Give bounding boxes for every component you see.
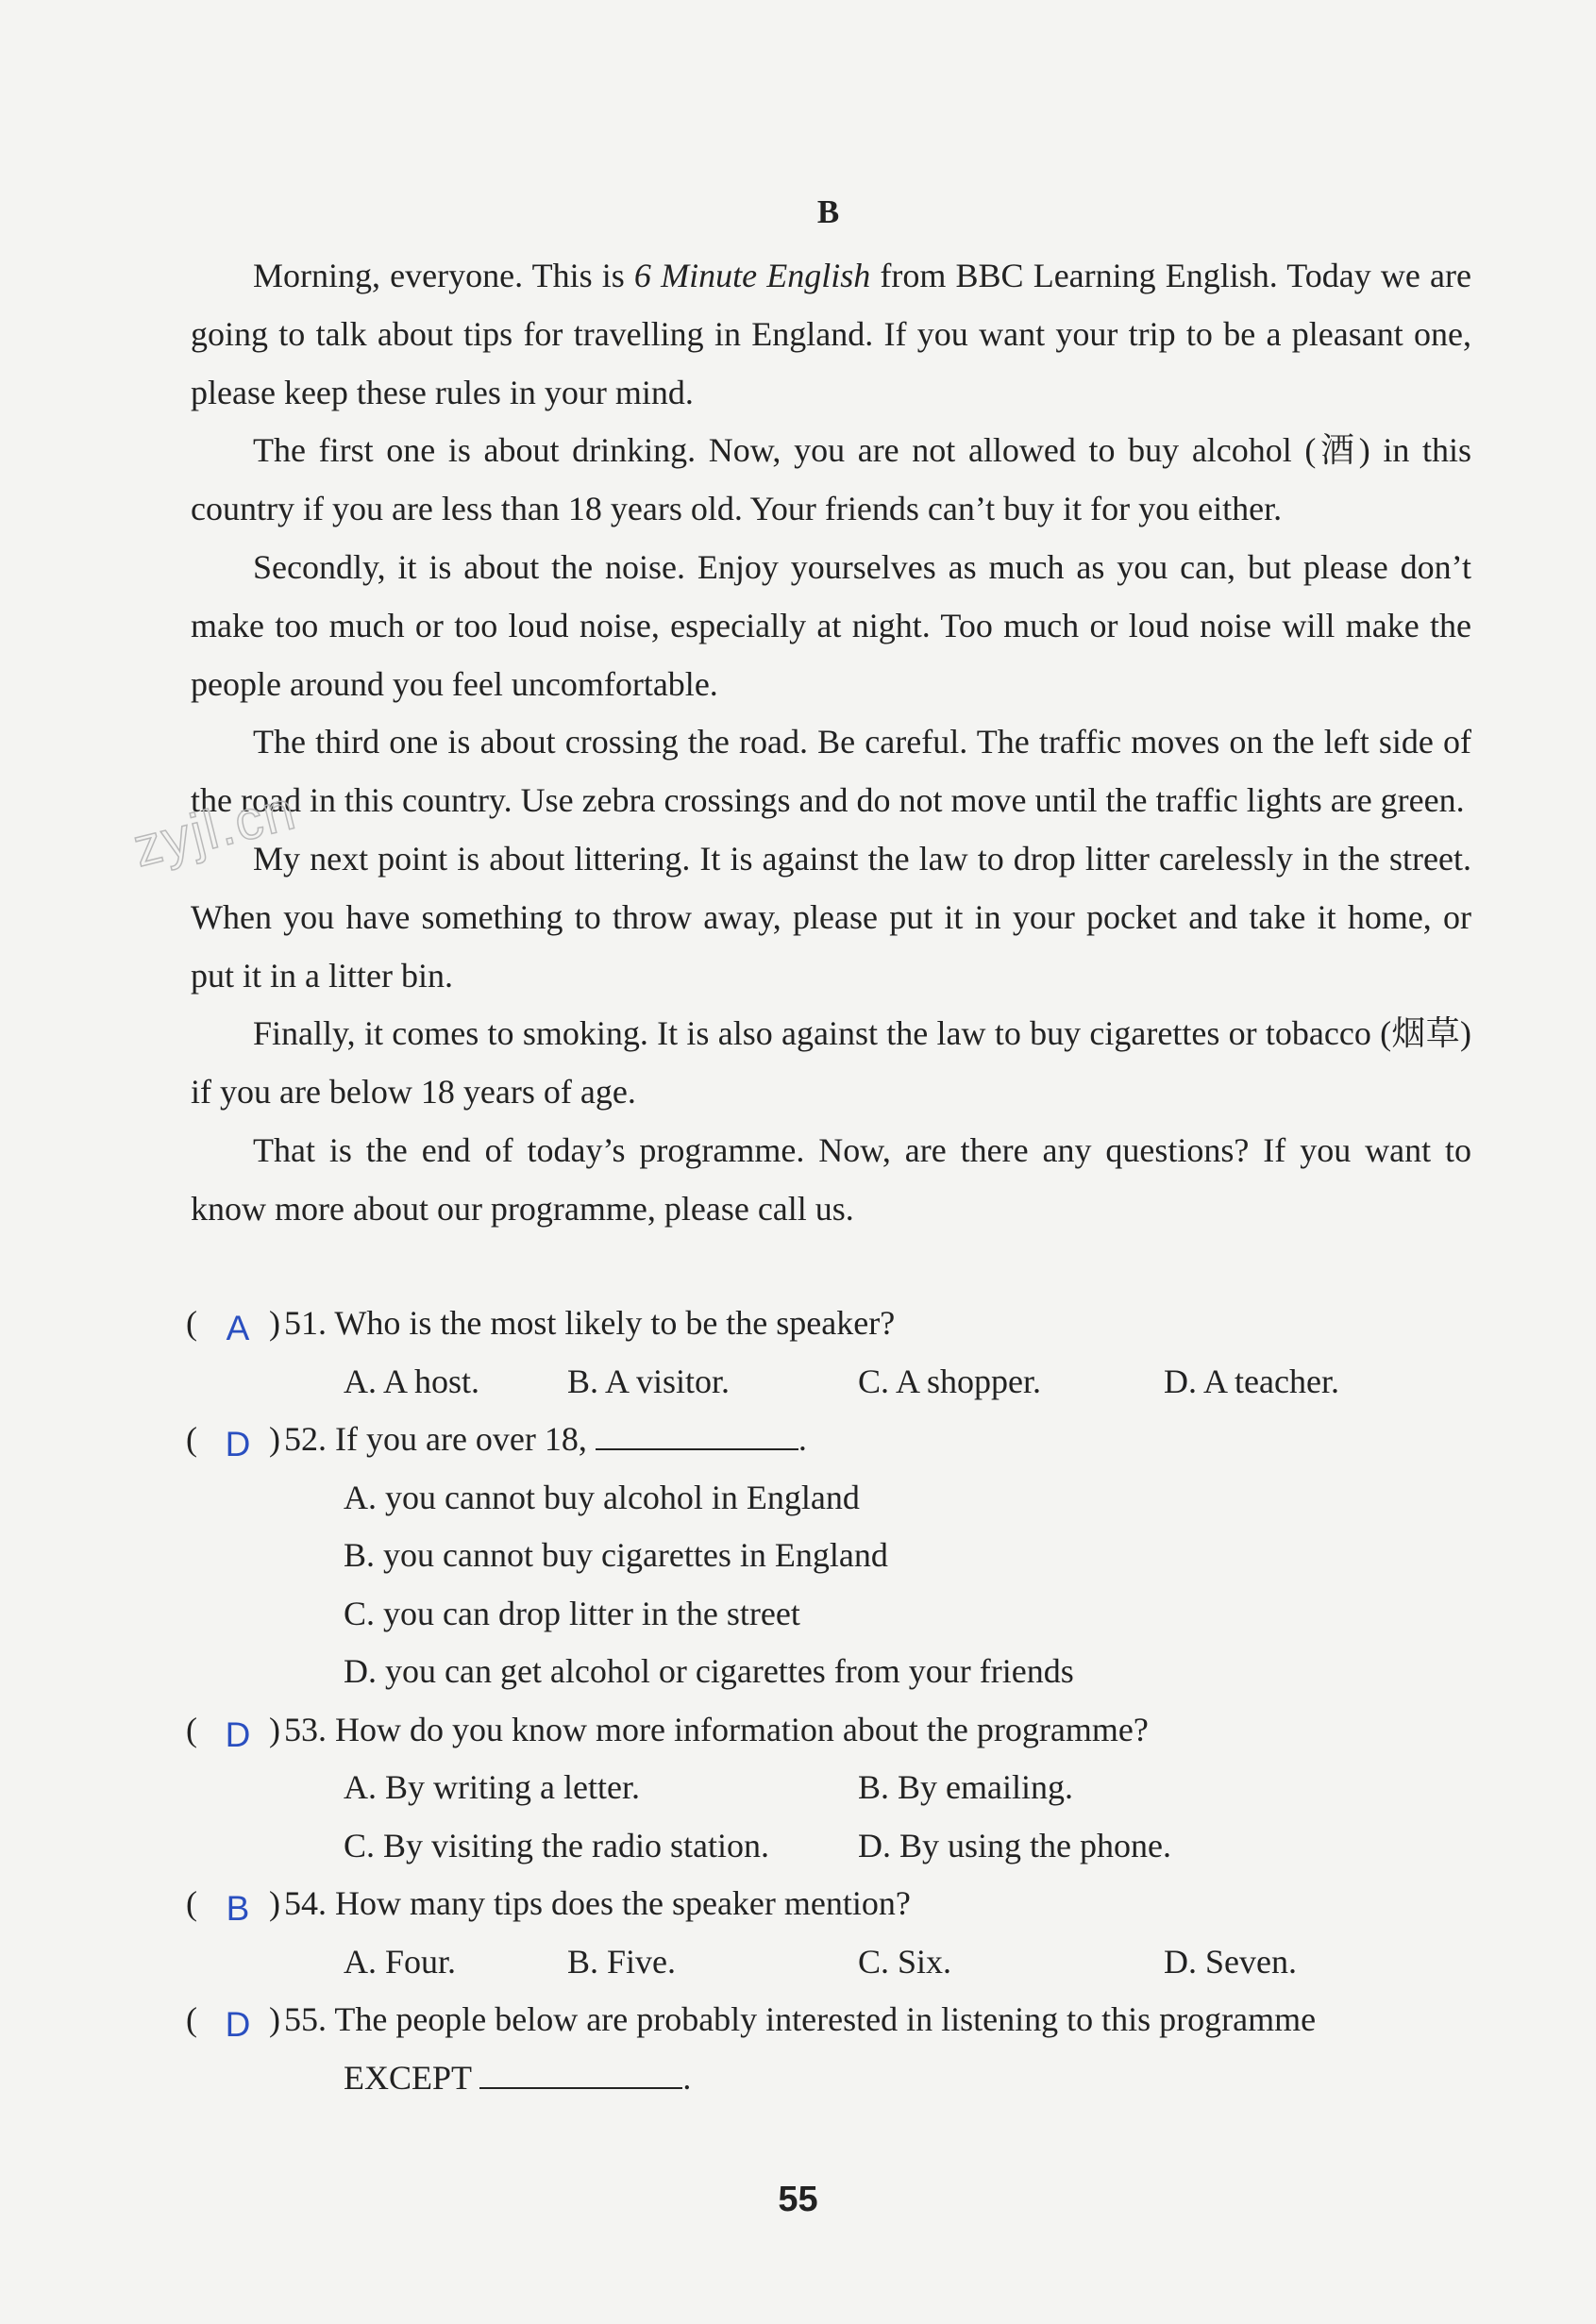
passage-paragraph-4: The third one is about crossing the road. Be careful. The traffic moves on the left side of the road in this country. Use zebra crossings and do not move until the traffic lights are green.: [191, 723, 1471, 820]
option-54-d[interactable]: D. Seven.: [1164, 1943, 1297, 1981]
question-51: ( A ) 51. Who is the most likely to be the speaker?: [186, 1296, 895, 1349]
answer-51[interactable]: A: [226, 1309, 250, 1347]
passage-paragraph-5: My next point is about littering. It is against the law to drop litter carelessly in the street. When you have something to throw away, please put it in your pocket and take it home, or put it in a litter bin.: [191, 839, 1471, 995]
option-51-a[interactable]: A. A host.: [344, 1363, 480, 1400]
option-52-d[interactable]: D. you can get alcohol or cigarettes from your friends: [344, 1652, 1074, 1690]
option-53-b[interactable]: B. By emailing.: [858, 1768, 1073, 1806]
reading-passage: [191, 247, 1471, 1239]
answer-blank: [479, 2061, 682, 2089]
option-54-c[interactable]: C. Six.: [858, 1943, 952, 1981]
question-52-text: 52. If you are over 18,: [284, 1420, 596, 1458]
answer-53[interactable]: D: [225, 1715, 251, 1754]
passage-paragraph-3: Secondly, it is about the noise. Enjoy yourselves as much as you can, but please don’t make too much or too loud noise, especially at night. Too much or loud noise will make the people around you feel uncomfortable.: [191, 547, 1471, 703]
option-51-b[interactable]: B. A visitor.: [567, 1363, 731, 1400]
option-54-b[interactable]: B. Five.: [567, 1943, 677, 1981]
question-54-text: 54. How many tips does the speaker mention?: [284, 1884, 911, 1922]
answer-52[interactable]: D: [225, 1425, 251, 1463]
question-53: ( D ) 53. How do you know more information about the programme?: [186, 1703, 1149, 1756]
passage-paragraph-7: That is the end of today’s programme. Now, are there any questions? If you want to know more about our programme, please call us.: [191, 1130, 1471, 1228]
question-51-text: 51. Who is the most likely to be the speaker?: [284, 1304, 896, 1342]
option-51-c[interactable]: C. A shopper.: [858, 1363, 1042, 1400]
answer-55[interactable]: D: [225, 2005, 251, 2044]
question-53-text: 53. How do you know more information about the programme?: [284, 1711, 1149, 1748]
option-51-d[interactable]: D. A teacher.: [1164, 1363, 1339, 1400]
question-52: ( D ) 52. If you are over 18, .: [186, 1413, 807, 1465]
answer-blank: [596, 1422, 798, 1450]
option-52-a[interactable]: A. you cannot buy alcohol in England: [344, 1479, 860, 1516]
page-number: 55: [778, 2180, 818, 2219]
option-52-b[interactable]: B. you cannot buy cigarettes in England: [344, 1536, 888, 1574]
watermark-logo: zyjl.cn: [126, 778, 303, 879]
question-55: ( D ) 55. The people below are probably interested in listening to this programme: [186, 1993, 1316, 2046]
question-55-continuation: EXCEPT .: [344, 2059, 692, 2097]
option-53-c[interactable]: C. By visiting the radio station.: [344, 1827, 769, 1864]
option-53-a[interactable]: A. By writing a letter.: [344, 1768, 640, 1806]
option-53-d[interactable]: D. By using the phone.: [858, 1827, 1171, 1864]
question-54: ( B ) 54. How many tips does the speaker mention?: [186, 1877, 911, 1930]
option-52-c[interactable]: C. you can drop litter in the street: [344, 1595, 800, 1632]
answer-54[interactable]: B: [226, 1889, 250, 1928]
passage-paragraph-6: Finally, it comes to smoking. It is also against the law to buy cigarettes or tobacco (烟草) if you are below 18 years of age.: [191, 1014, 1471, 1112]
passage-paragraph-1: Morning, everyone. This is 6 Minute English from BBC Learning English. Today we are going to talk about tips for travelling in England. If you want your trip to be a pleasant one, please keep these rules in your mind.: [191, 257, 1471, 411]
question-55-text: 55. The people below are probably interested in listening to this programme: [284, 2000, 1317, 2038]
programme-title: 6 Minute English: [633, 257, 871, 294]
passage-paragraph-2: The first one is about drinking. Now, you are not allowed to buy alcohol (酒) in this country if you are less than 18 years old. Your friends can’t buy it for you either.: [191, 431, 1471, 528]
section-heading: B: [816, 193, 840, 230]
option-54-a[interactable]: A. Four.: [344, 1943, 457, 1981]
